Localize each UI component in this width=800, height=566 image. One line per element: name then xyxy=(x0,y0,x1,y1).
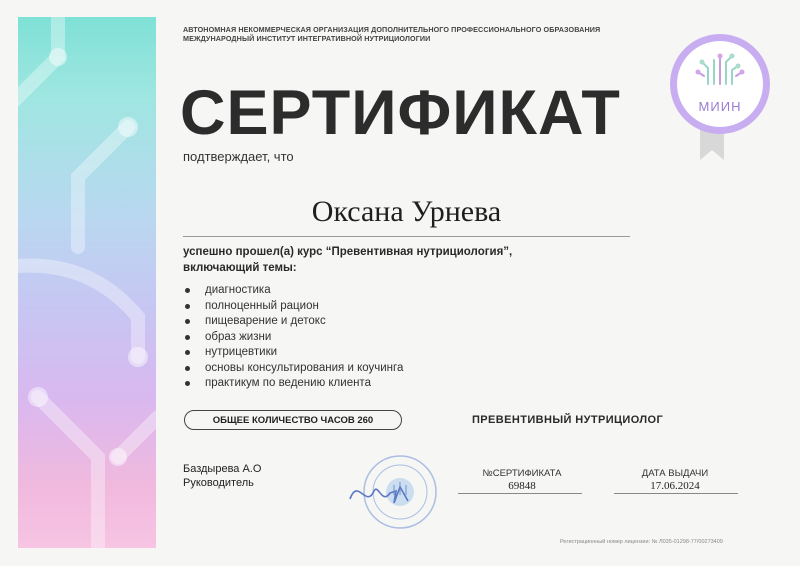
certificate-title: СЕРТИФИКАТ xyxy=(180,78,621,148)
bullet-icon xyxy=(185,335,190,340)
course-line-1: успешно прошел(а) курс “Превентивная нутрициология”, xyxy=(183,246,513,258)
course-line-2: включающий темы: xyxy=(183,262,297,274)
topic-item: диагностика xyxy=(185,283,403,299)
organization-name xyxy=(183,25,600,43)
topics-list xyxy=(185,283,403,392)
signer-role: Руководитель xyxy=(183,477,254,489)
bullet-icon xyxy=(185,304,190,309)
bullet-icon xyxy=(185,381,190,386)
topic-item: практикум по ведению клиента xyxy=(185,376,403,392)
recipient-underline xyxy=(183,236,630,237)
bullet-icon xyxy=(185,319,190,324)
circuit-pattern xyxy=(18,17,156,548)
course-description xyxy=(183,244,512,276)
topic-item: основы консультирования и коучинга xyxy=(185,361,403,377)
signer-name: Баздырева А.О xyxy=(183,463,262,475)
bullet-icon xyxy=(185,366,190,371)
certificate-number-label: №СЕРТИФИКАТА xyxy=(482,468,562,479)
topic-item: полноценный рацион xyxy=(185,299,403,315)
recipient-name: Оксана Урнева xyxy=(311,195,502,228)
issue-date: 17.06.2024 xyxy=(650,480,700,492)
institute-logo xyxy=(668,32,772,167)
license-registration-note: Регистрационный номер лицензии: № Л035-01298-77/00273409 xyxy=(560,539,723,545)
bullet-icon xyxy=(185,288,190,293)
total-hours-badge: ОБЩЕЕ КОЛИЧЕСТВО ЧАСОВ 260 xyxy=(184,410,402,430)
organization-line-2: МЕЖДУНАРОДНЫЙ ИНСТИТУТ ИНТЕГРАТИВНОЙ НУТРИЦИОЛОГИИ xyxy=(183,34,431,43)
issue-date-label: ДАТА ВЫДАЧИ xyxy=(641,468,709,479)
certificate-number: 69848 xyxy=(508,480,536,492)
organization-line-1: АВТОНОМНАЯ НЕКОММЕРЧЕСКАЯ ОРГАНИЗАЦИЯ ДОПОЛНИТЕЛЬНОГО ПРОФЕССИОНАЛЬНОГО ОБРАЗОВАНИЯ xyxy=(183,25,601,34)
decorative-sidebar xyxy=(18,17,156,548)
bullet-icon xyxy=(185,350,190,355)
issue-date-underline xyxy=(614,493,738,494)
topic-item: образ жизни xyxy=(185,330,403,346)
signer-block xyxy=(183,462,261,490)
logo-text: МИИН xyxy=(698,99,742,114)
certificate-number-underline xyxy=(458,493,582,494)
topic-item: пищеварение и детокс xyxy=(185,314,403,330)
official-stamp xyxy=(338,447,438,542)
confirms-text: подтверждает, что xyxy=(183,149,294,164)
qualification-title: ПРЕВЕНТИВНЫЙ НУТРИЦИОЛОГ xyxy=(472,414,664,426)
topic-item: нутрицевтики xyxy=(185,345,403,361)
